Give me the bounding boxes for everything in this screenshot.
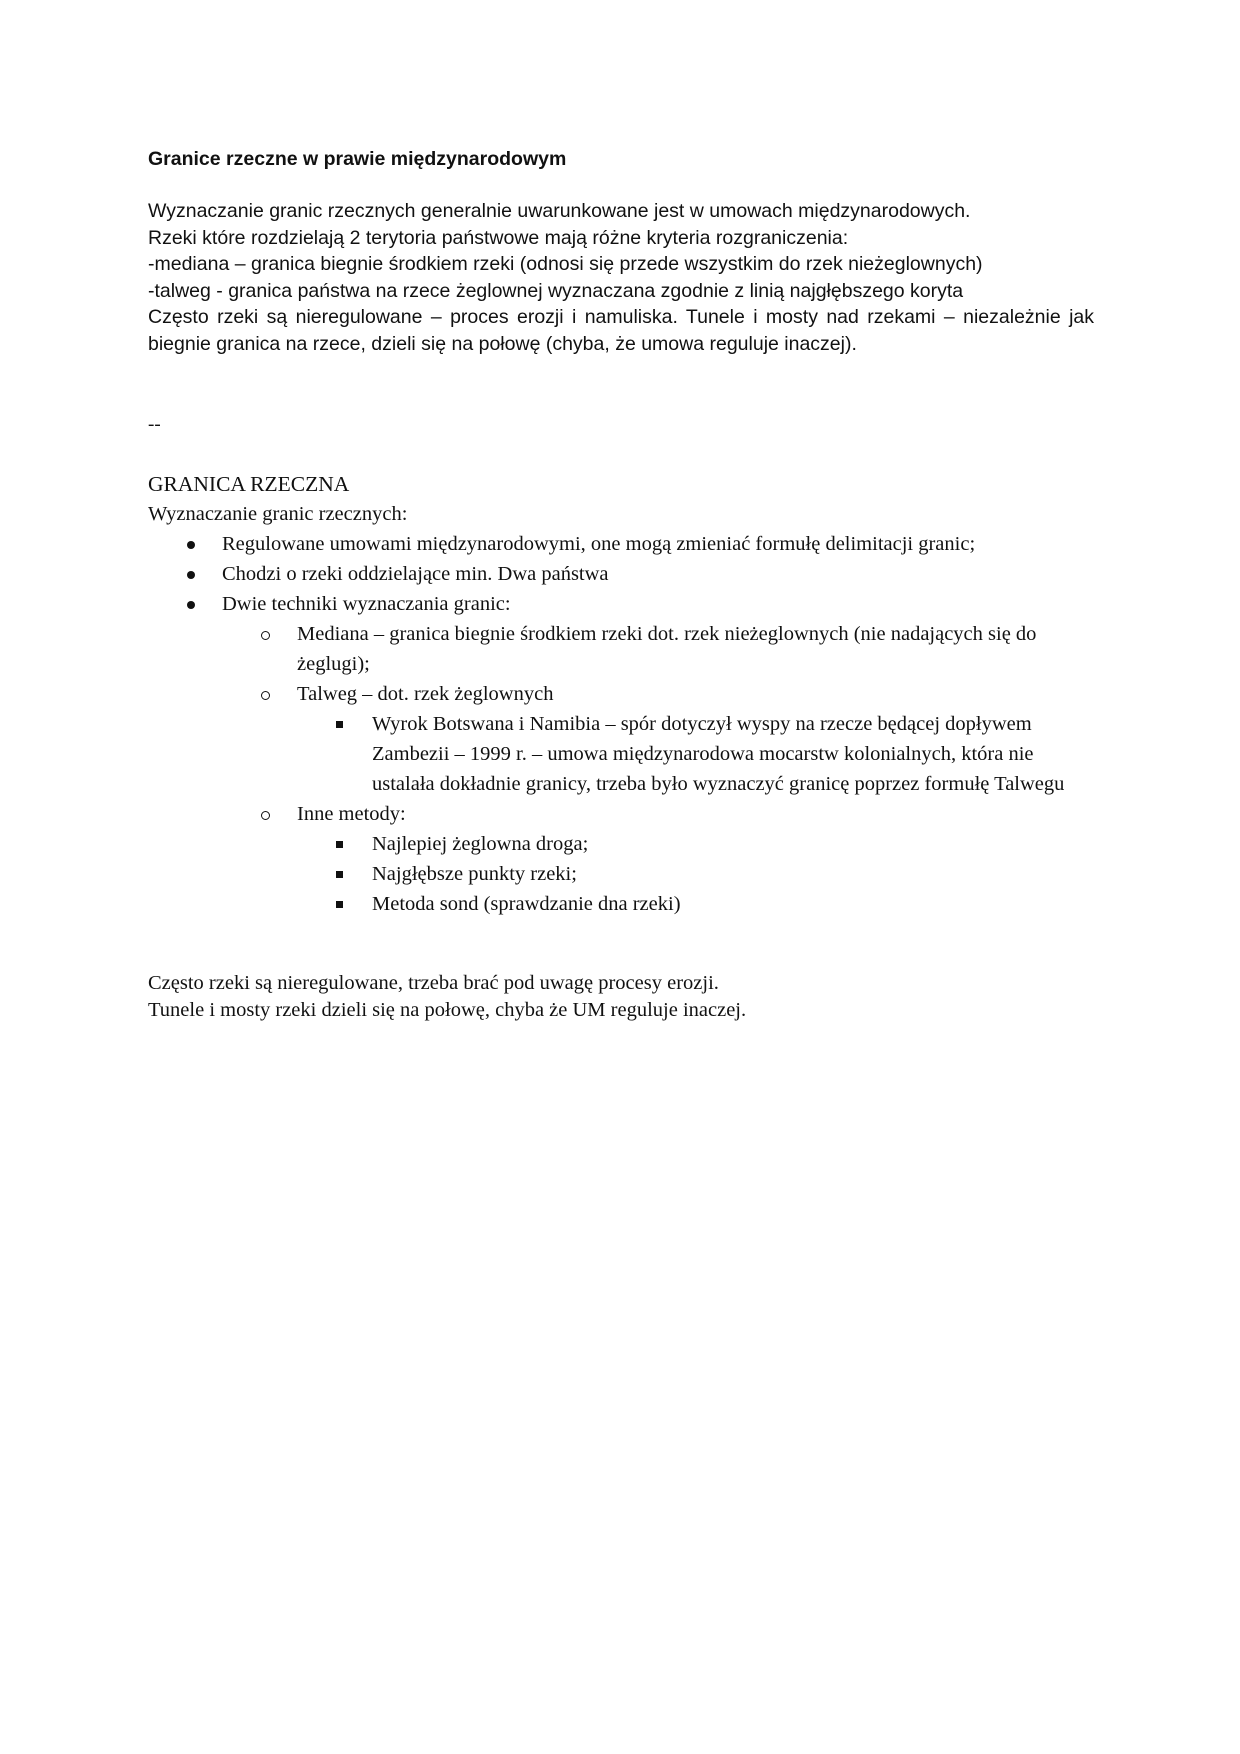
summary-line: -talweg - granica państwa na rzece żeglownej wyznaczana zgodnie z linią najgłębszego koryta [148, 279, 964, 302]
section-separator: -- [148, 414, 161, 435]
list-item [148, 589, 1094, 619]
list-item-text: Regulowane umowami międzynarodowymi, one mogą zmieniać formułę delimitacji granic; [222, 533, 976, 555]
mediana-term: Mediana [297, 623, 369, 645]
closing-line: Często rzeki są nieregulowane, trzeba brać pod uwagę procesy erozji. [148, 972, 719, 994]
list-item-text: Chodzi o rzeki oddzielające min. Dwa państwa [222, 563, 609, 585]
section-notes [148, 469, 1094, 919]
mediana-text: – granica biegnie środkiem rzeki dot. rzek nieżeglownych (nie nadających się do żeglugi); [297, 623, 1037, 675]
notes-intro: Wyznaczanie granic rzecznych: [148, 503, 408, 525]
list-item-mediana [222, 619, 1094, 679]
list-item-text: Najlepiej żeglowna droga; [372, 833, 589, 855]
bullet-list [148, 529, 1094, 619]
list-item-case [222, 709, 1094, 799]
circle-bullet-icon [261, 811, 270, 820]
list-item [148, 559, 1094, 589]
square-bullet-icon [336, 841, 343, 848]
list-item-talweg [222, 679, 1094, 799]
list-item-text: Najgłębsze punkty rzeki; [372, 863, 577, 885]
summary-title: Granice rzeczne w prawie międzynarodowym [148, 148, 567, 170]
list-item [148, 529, 1094, 559]
talweg-sublist [222, 709, 1094, 799]
closing-notes [148, 970, 1094, 1024]
summary-line: Często rzeki są nieregulowane – proces erozji i namuliska. Tunele i mosty nad rzekami – niezależnie jak biegnie granica na rzece, dzieli się na połowę (chyba, że umowa reguluje inaczej). [148, 306, 1094, 355]
list-item-inne [222, 799, 1094, 919]
techniques-list [222, 619, 1094, 919]
talweg-text: – dot. rzek żeglownych [357, 683, 554, 705]
disc-bullet-icon [187, 541, 195, 549]
list-item-text: Metoda sond (sprawdzanie dna rzeki) [372, 893, 681, 915]
section-summary [148, 146, 1094, 357]
circle-bullet-icon [261, 631, 270, 640]
summary-line: Wyznaczanie granic rzecznych generalnie uwarunkowane jest w umowach międzynarodowych. [148, 200, 971, 222]
inne-sublist [222, 829, 1094, 919]
case-text: Wyrok Botswana i Namibia – spór dotyczył wyspy na rzecze będącej dopływem Zambezii – 1999 r. – umowa międzynarodowa mocarstw kolonialnych, która nie ustalała dokładnie granicy, trzeba było wyznaczyć granicę poprzez formułę Talwegu [372, 713, 1065, 795]
list-item [222, 889, 1094, 919]
notes-title: GRANICA RZECZNA [148, 472, 350, 496]
summary-line: Rzeki które rozdzielają 2 terytoria państwowe mają różne kryteria rozgraniczenia: [148, 226, 849, 249]
disc-bullet-icon [187, 601, 195, 609]
summary-line: -mediana – granica biegnie środkiem rzeki (odnosi się przede wszystkim do rzek nieżeglownych) [148, 253, 983, 275]
closing-line: Tunele i mosty rzeki dzieli się na połowę, chyba że UM reguluje inaczej. [148, 999, 747, 1021]
techniques-list-wrap [222, 619, 1094, 919]
talweg-term: Talweg [297, 683, 358, 705]
square-bullet-icon [336, 721, 343, 728]
summary-paragraph [148, 198, 1094, 357]
list-item [222, 859, 1094, 889]
list-item-text: Dwie techniki wyznaczania granic: [222, 593, 511, 615]
disc-bullet-icon [187, 571, 195, 579]
circle-bullet-icon [261, 691, 270, 700]
square-bullet-icon [336, 901, 343, 908]
list-item [222, 829, 1094, 859]
inne-label: Inne metody: [297, 803, 406, 825]
square-bullet-icon [336, 871, 343, 878]
